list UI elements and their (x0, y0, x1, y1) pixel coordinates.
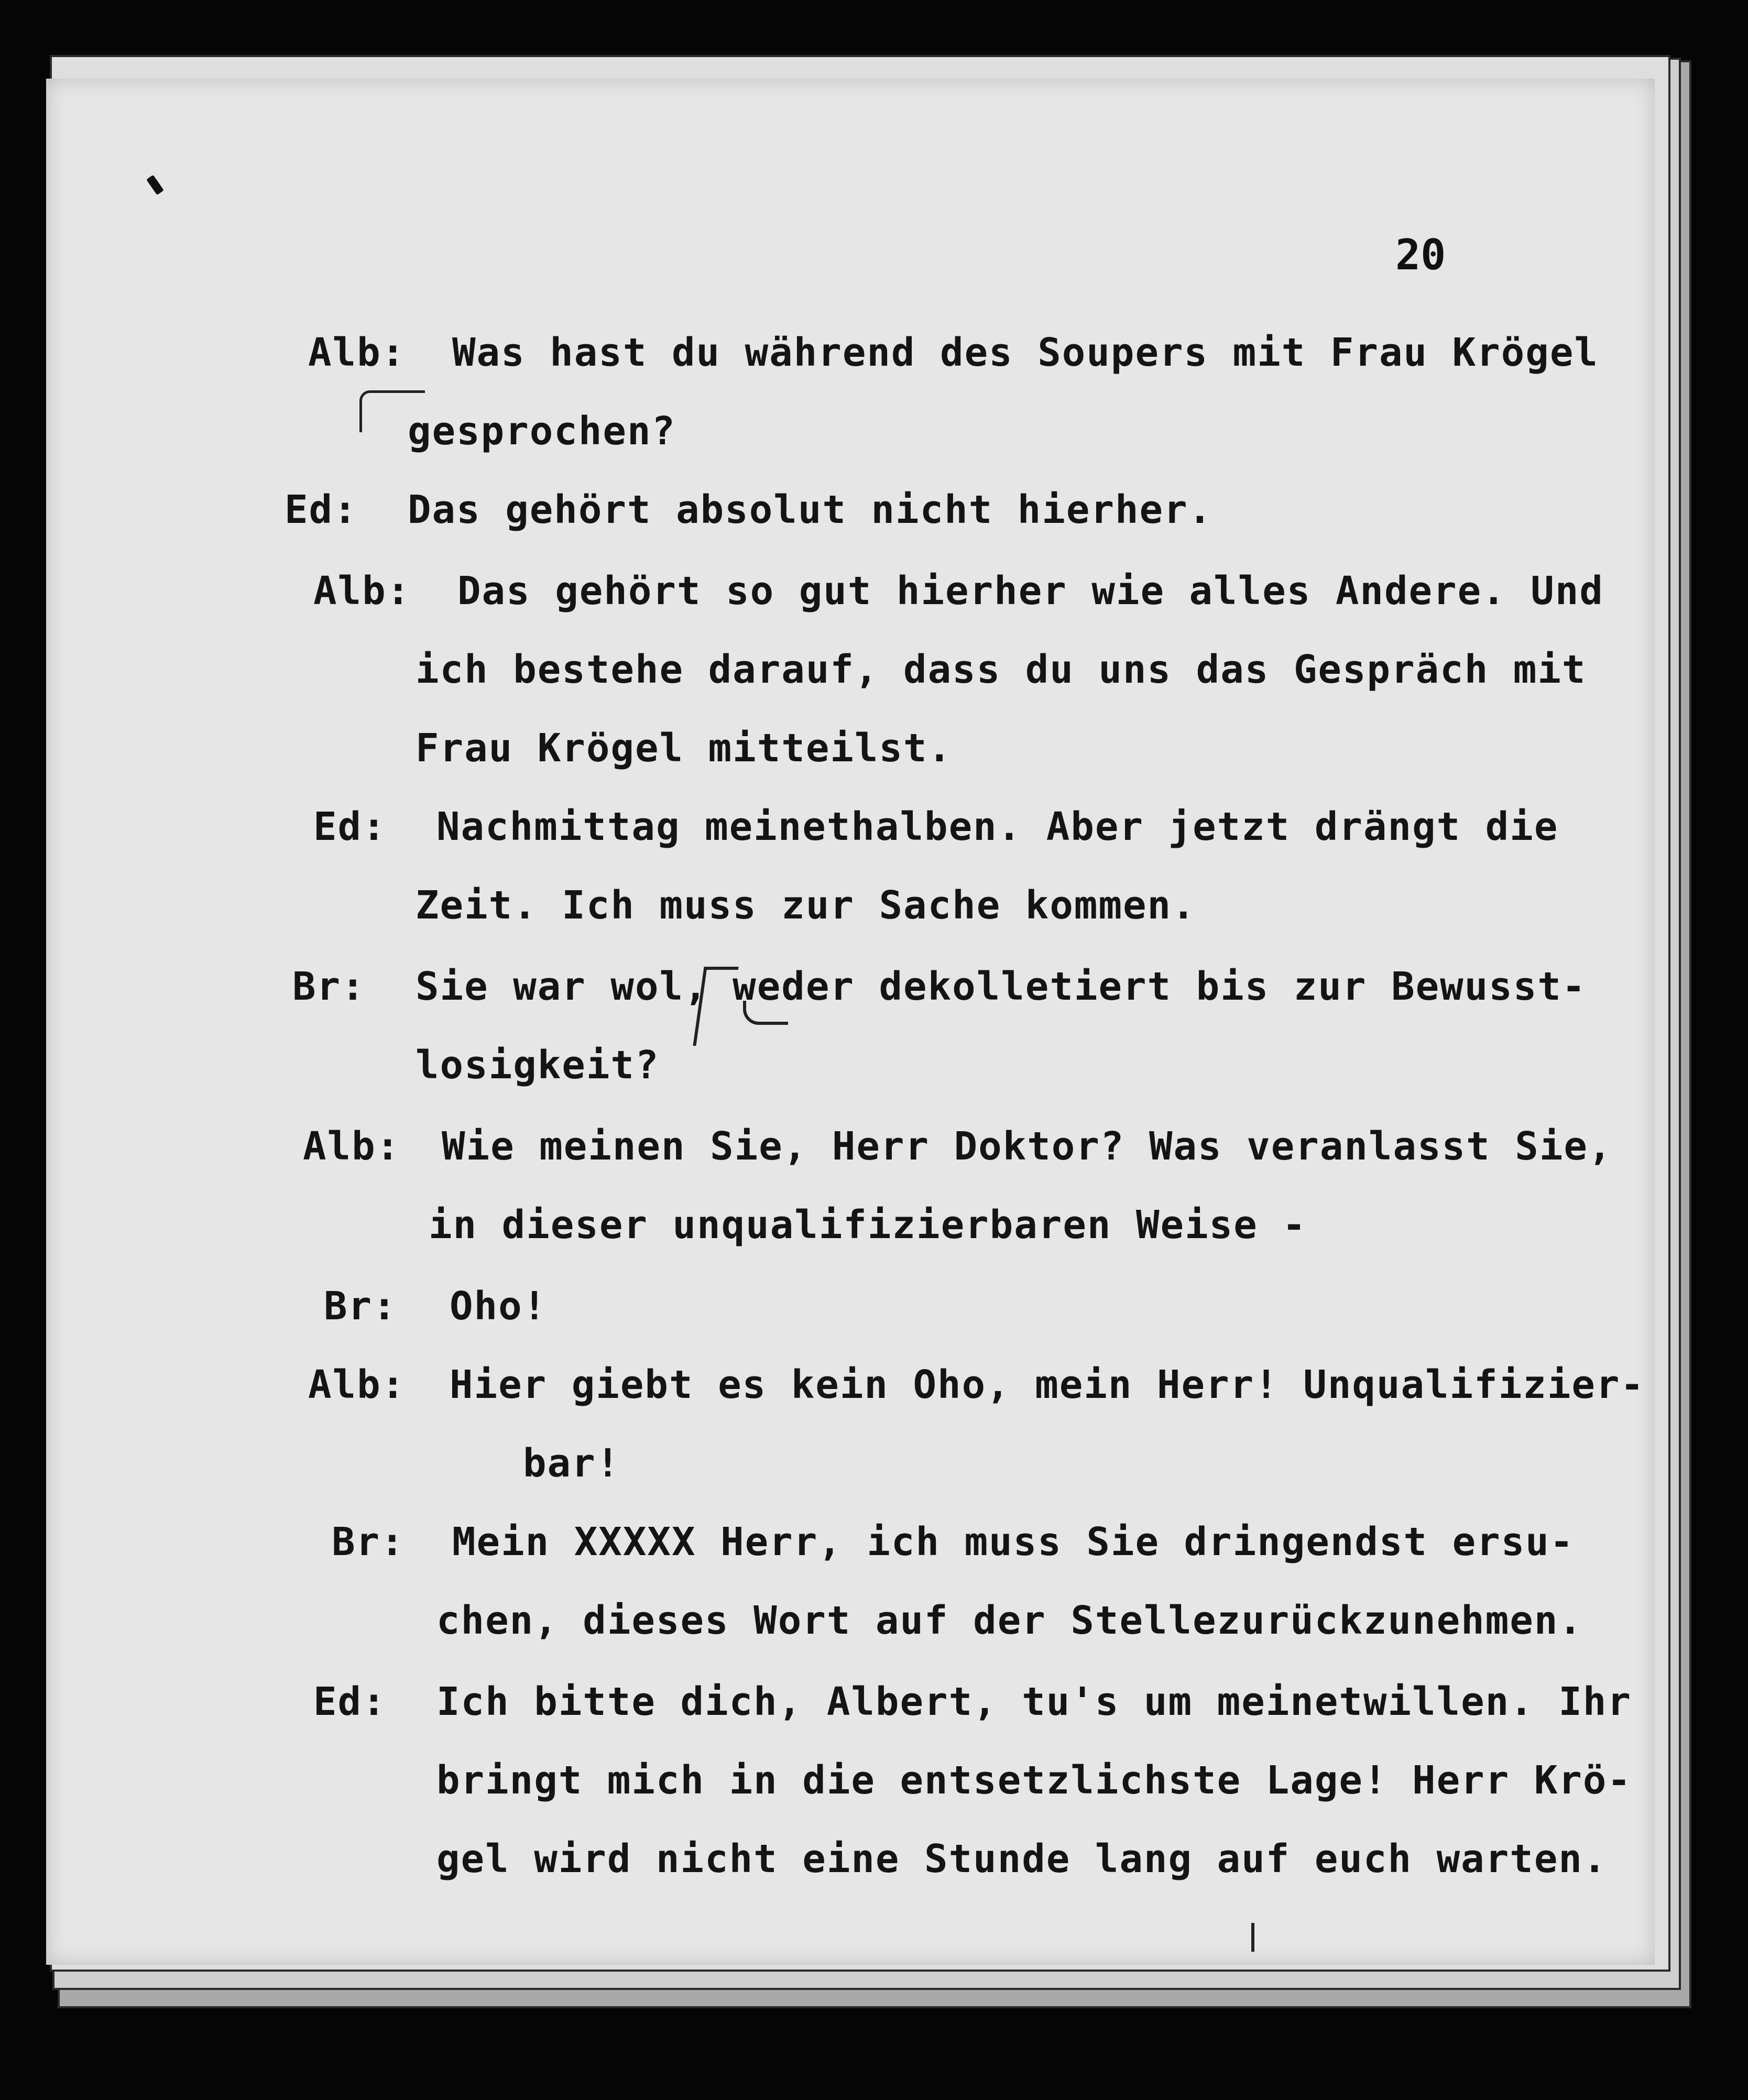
text-line: losigkeit? (416, 1043, 660, 1088)
speaker-label: Br: (332, 1519, 405, 1565)
text-line: Hier giebt es kein Oho, mein Herr! Unqualifizier- (450, 1362, 1645, 1407)
ink-mark (146, 175, 164, 195)
speaker-label: Br: (292, 964, 366, 1009)
text-line: in dieser unqualifizierbaren Weise - (429, 1202, 1307, 1248)
text-line: Wie meinen Sie, Herr Doktor? Was veranlasst Sie, (442, 1124, 1613, 1169)
text-line: Das gehört absolut nicht hierher. (408, 487, 1213, 532)
text-line: Zeit. Ich muss zur Sache kommen. (416, 883, 1196, 928)
speaker-label: Ed: (313, 804, 387, 849)
handwritten-insert-mark (743, 1001, 788, 1025)
text-line: chen, dieses Wort auf der Stellezurückzunehmen. (436, 1598, 1583, 1643)
text-line: Sie war wol, weder dekolletiert bis zur Bewusst- (416, 964, 1587, 1009)
speaker-label: Ed: (313, 1679, 387, 1724)
text-line: gel wird nicht eine Stunde lang auf euch warten. (436, 1836, 1608, 1882)
text-line: Was hast du während des Soupers mit Frau Krögel (452, 330, 1599, 375)
speaker-label: Alb: (308, 1362, 406, 1407)
speaker-label: Alb: (303, 1124, 401, 1169)
text-line: Nachmittag meinethalben. Aber jetzt drängt die (436, 804, 1559, 849)
text-line: Frau Krögel mitteilst. (416, 726, 953, 771)
speaker-label: Alb: (313, 568, 411, 614)
speaker-label: Ed: (285, 487, 358, 532)
text-line: gesprochen? (408, 409, 676, 454)
text-line: bar! (523, 1441, 621, 1486)
page-number: 20 (1395, 231, 1446, 279)
text-line: Mein XXXXX Herr, ich muss Sie dringendst ersu- (452, 1519, 1575, 1565)
text-line: ich bestehe darauf, dass du uns das Gespräch mit (416, 647, 1587, 692)
text-line: Oho! (450, 1284, 548, 1329)
text-line: Ich bitte dich, Albert, tu's um meinetwillen. Ihr (436, 1679, 1632, 1724)
ink-mark (1251, 1923, 1254, 1952)
speaker-label: Alb: (308, 330, 406, 375)
speaker-label: Br: (324, 1284, 397, 1329)
document-page (46, 79, 1655, 1965)
text-line: Das gehört so gut hierher wie alles Andere. Und (457, 568, 1604, 614)
text-line: bringt mich in die entsetzlichste Lage! Herr Krö- (436, 1758, 1632, 1803)
